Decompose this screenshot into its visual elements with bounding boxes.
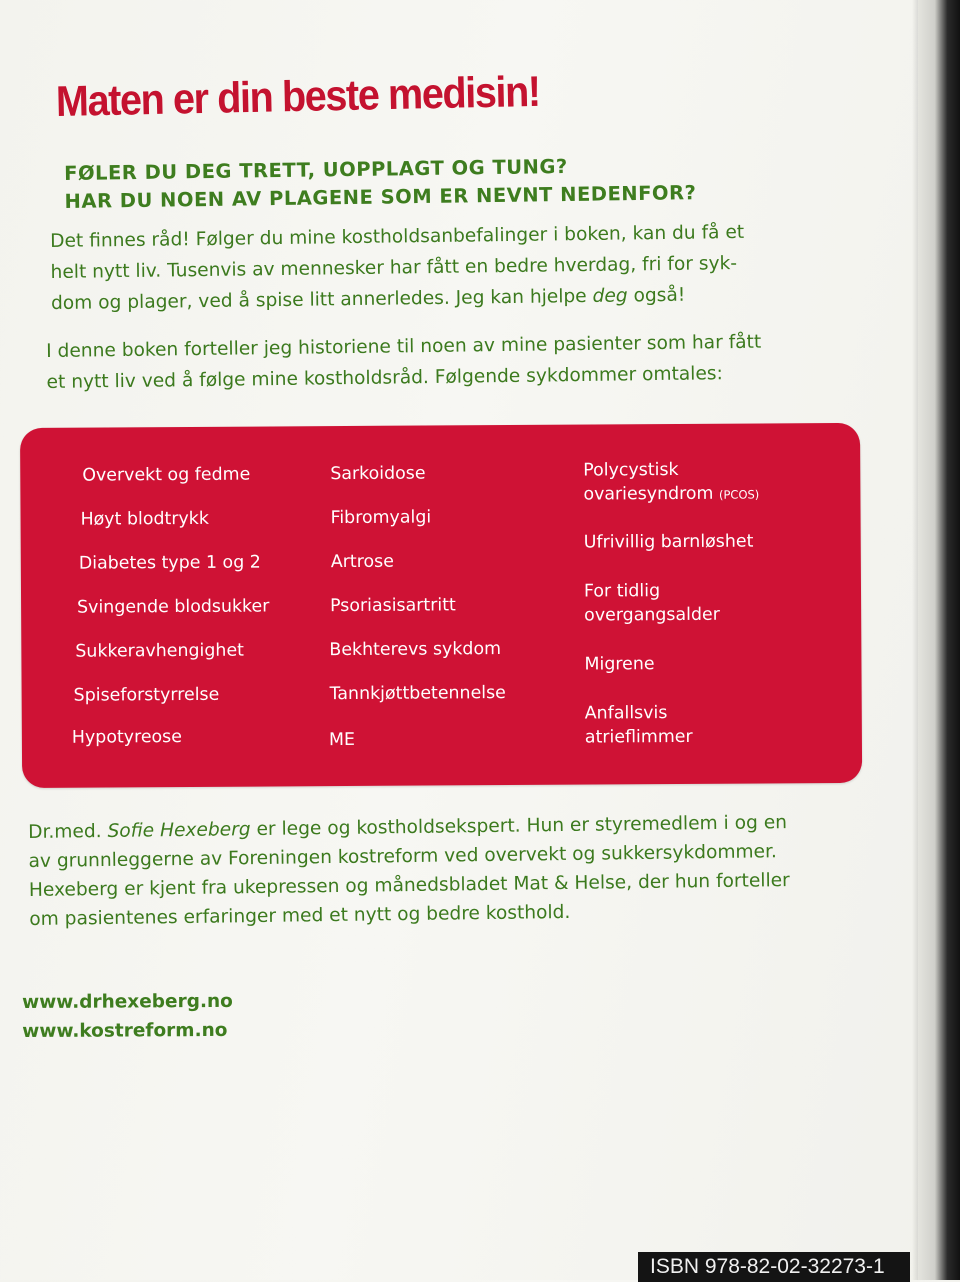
condition-item: Artrose <box>330 551 394 573</box>
author-line-2: av grunnleggerne av Foreningen kostreform ved overvekt og sukkersykdommer. <box>28 841 778 872</box>
question-heading <box>64 151 697 216</box>
author-line-1-rest: er lege og kostholdsekspert. Hun er styremedlem i og en <box>250 812 788 841</box>
condition-item: Ufrivillig barnløshet <box>583 531 754 553</box>
condition-item: Fibromyalgi <box>330 507 432 529</box>
condition-item: Migrene <box>584 654 655 675</box>
author-name: Sofie Hexeberg <box>107 819 251 842</box>
condition-item: Spiseforstyrrelse <box>73 684 220 706</box>
stories-line-1: I denne boken forteller jeg historiene til noen av mine pasienter som har fått <box>46 331 762 362</box>
intro-paragraph <box>50 217 745 319</box>
intro-line-2: helt nytt liv. Tusenvis av mennesker har fått en bedre hverdag, fri for syk- <box>50 253 738 283</box>
condition-item: Bekhterevs sykdom <box>329 639 502 661</box>
condition-item: Høyt blodtrykk <box>80 508 209 530</box>
condition-item: Sukkeravhengighet <box>75 640 245 662</box>
stories-paragraph <box>46 327 762 398</box>
author-line-3: Hexeberg er kjent fra ukepressen og månedsbladet Mat & Helse, der hun forteller <box>28 870 790 901</box>
condition-item: Hypotyreose <box>71 727 182 748</box>
condition-item: ME <box>328 729 355 751</box>
website-link-kostreform[interactable]: www.kostreform.no <box>22 1019 228 1042</box>
author-line-4: om pasientenes erfaringer med et nytt og bedre kosthold. <box>29 901 571 930</box>
headline: Maten er din beste medisin! <box>55 67 541 126</box>
condition-item: Sarkoidose <box>330 463 426 485</box>
condition-item <box>583 481 759 507</box>
website-links <box>22 987 233 1046</box>
author-prefix: Dr.med. <box>28 820 108 843</box>
intro-line-1: Det finnes råd! Følger du mine kostholdsanbefalinger i boken, kan du få et <box>50 221 745 252</box>
condition-item: Tannkjøttbetennelse <box>329 683 506 705</box>
intro-line-3-a: dom og plager, ved å spise litt annerledes. Jeg kan hjelpe <box>50 285 593 314</box>
condition-pcos-abbr: (PCOS) <box>718 487 760 502</box>
question-line-2: HAR DU NOEN AV PLAGENE SOM ER NEVNT NEDENFOR? <box>64 181 697 213</box>
condition-item: overgangsalder <box>584 604 720 626</box>
condition-item: Polycystisk <box>583 459 679 481</box>
intro-emphasis: deg <box>592 285 628 307</box>
intro-line-3-b: også! <box>627 284 686 307</box>
book-spine <box>918 0 960 1280</box>
condition-item: Svingende blodsukker <box>77 596 270 618</box>
condition-item: Psoriasisartritt <box>330 595 456 617</box>
condition-item: Overvekt og fedme <box>82 464 251 486</box>
spine-shadow <box>912 0 918 1280</box>
author-paragraph <box>28 808 790 934</box>
condition-item: Anfallsvis <box>584 703 668 724</box>
conditions-box <box>20 423 862 788</box>
condition-item: Diabetes type 1 og 2 <box>78 552 261 574</box>
stories-line-2: et nytt liv ved å følge mine kostholdsråd. Følgende sykdommer omtales: <box>46 363 723 393</box>
question-line-1: FØLER DU DEG TRETT, UOPPLAGT OG TUNG? <box>64 154 568 185</box>
website-link-drhexeberg[interactable]: www.drhexeberg.no <box>22 990 233 1013</box>
condition-item: For tidlig <box>583 581 661 602</box>
condition-item: atrieflimmer <box>584 726 693 748</box>
condition-pcos-text: ovariesyndrom <box>583 483 714 505</box>
isbn-label: ISBN 978-82-02-32273-1 <box>638 1252 910 1282</box>
